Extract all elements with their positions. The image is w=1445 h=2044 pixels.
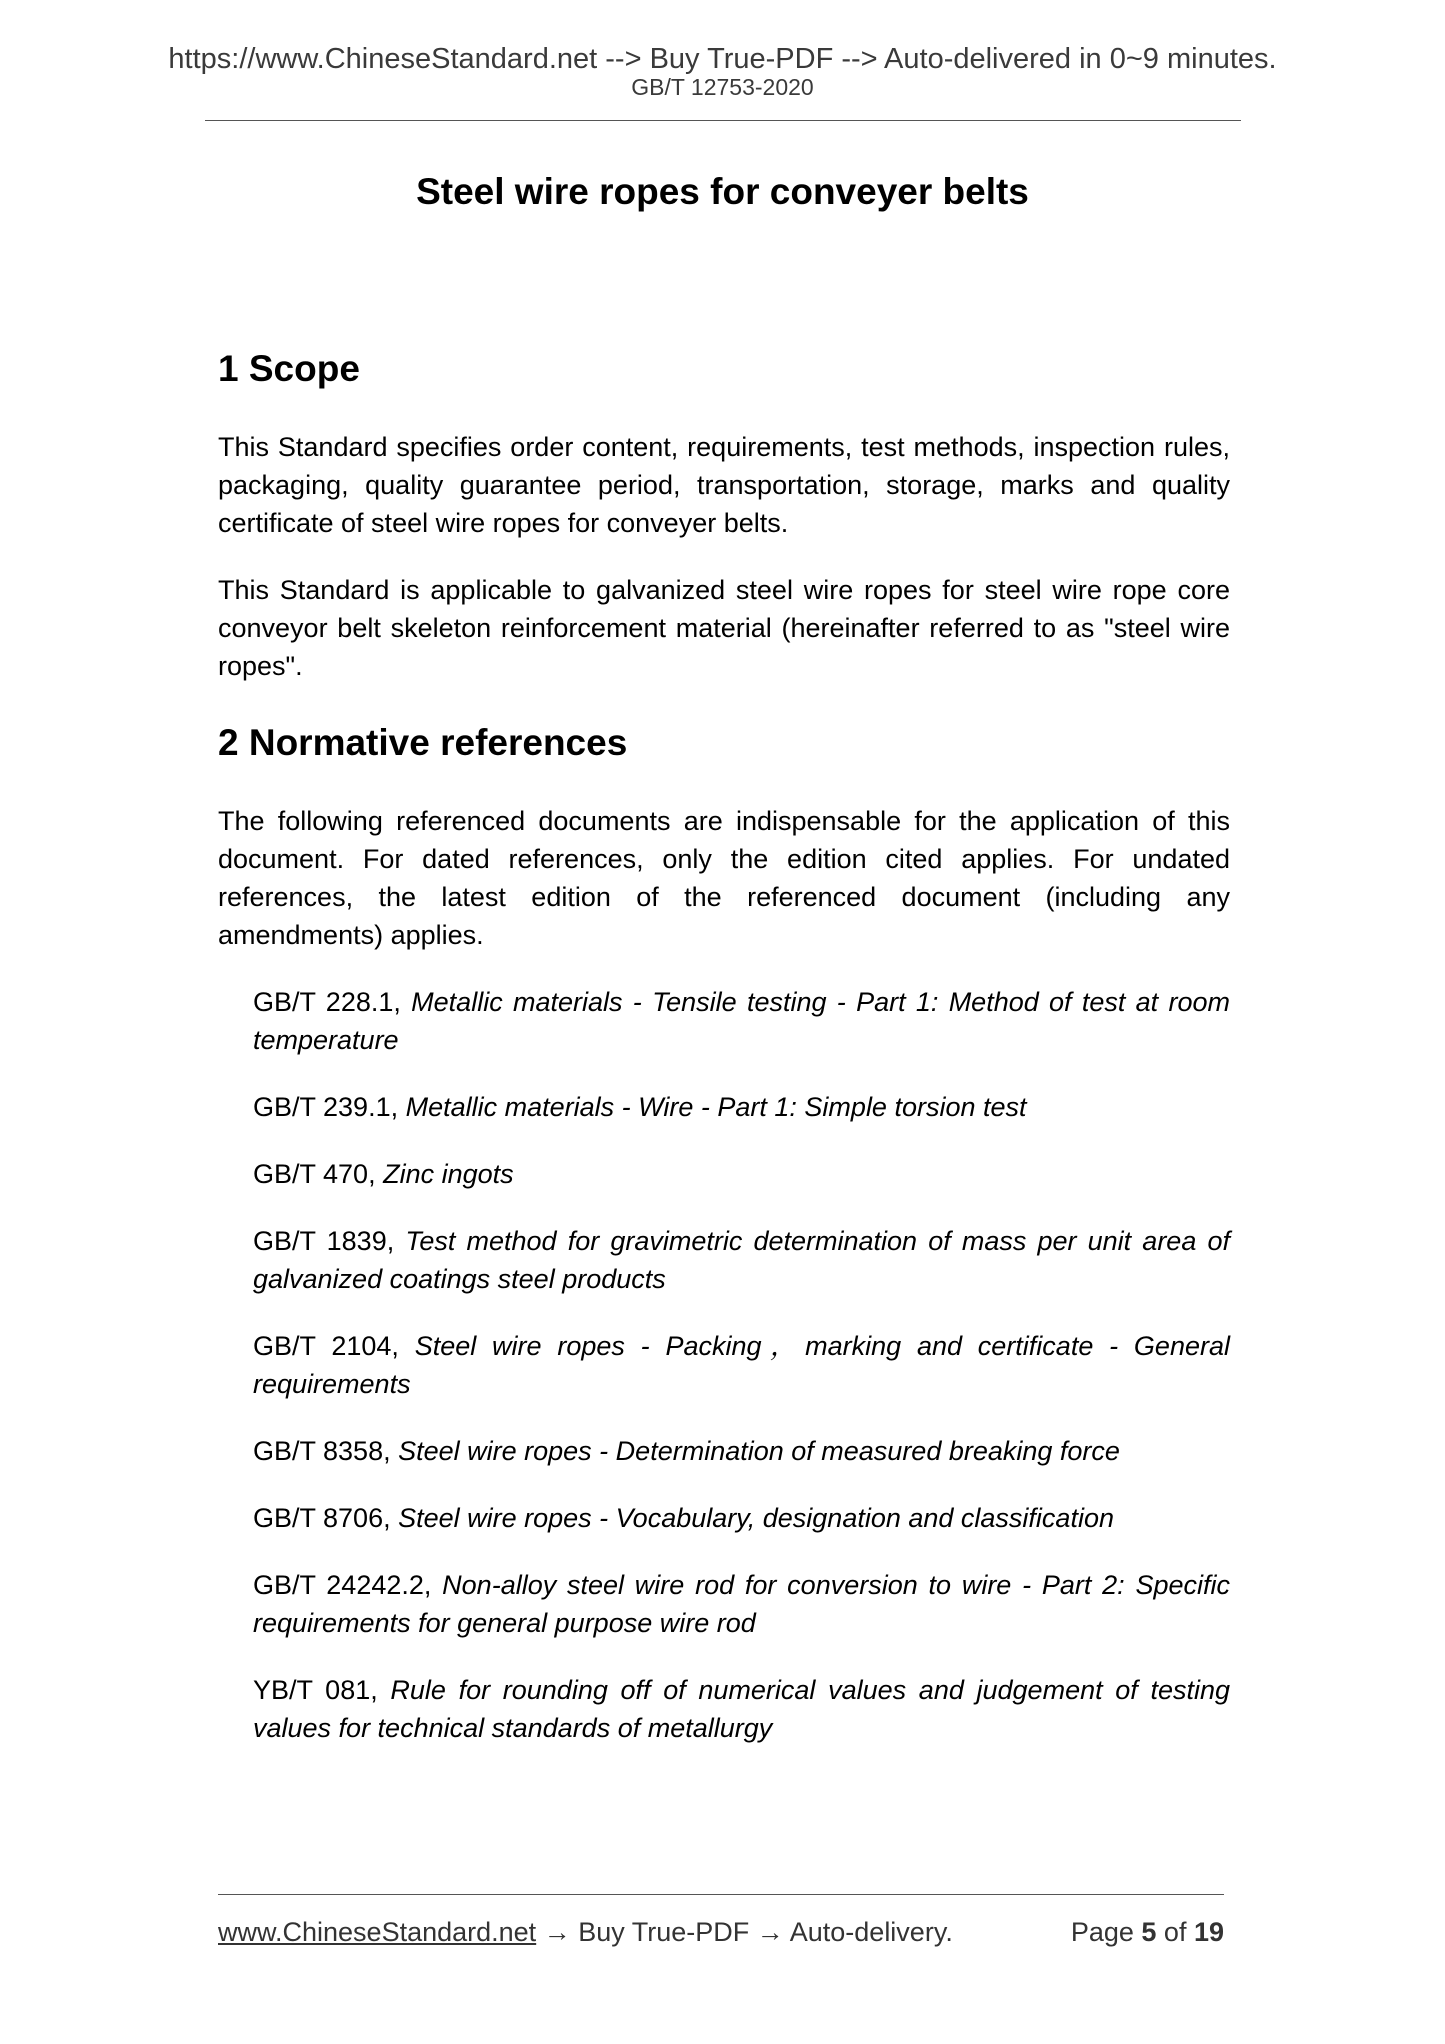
reference-code: YB/T 081,	[253, 1675, 391, 1705]
header-url-line: https://www.ChineseStandard.net --> Buy True-PDF --> Auto-delivered in 0~9 minutes.	[168, 43, 1277, 75]
reference-code: GB/T 2104,	[253, 1331, 415, 1361]
reference-item	[218, 983, 1230, 1059]
scope-paragraph: This Standard specifies order content, requirements, test methods, inspection rules, packaging, quality guarantee period, transportation, storage, marks and quality certificate of steel wire ropes for conveyer belts.	[218, 432, 1230, 538]
scope-paragraph: This Standard is applicable to galvanized steel wire ropes for steel wire rope core conveyor belt skeleton reinforcement material (hereinafter referred to as "steel wire ropes".	[218, 575, 1230, 681]
document-title: Steel wire ropes for conveyer belts	[416, 171, 1029, 212]
page-number	[1071, 1915, 1224, 1949]
reference-item	[218, 1327, 1230, 1403]
reference-title: Steel wire ropes - Vocabulary, designation and classification	[398, 1503, 1114, 1533]
reference-code: GB/T 1839,	[253, 1226, 406, 1256]
page-total: 19	[1193, 1917, 1224, 1947]
reference-title: Metallic materials - Tensile testing - Part 1: Method of test at room temperature	[253, 987, 1230, 1055]
page-content	[218, 346, 1230, 1776]
page-label: Page	[1070, 1917, 1142, 1947]
header-divider	[205, 120, 1241, 121]
reference-code: GB/T 8358,	[253, 1436, 399, 1466]
reference-item	[218, 1671, 1230, 1747]
page-of-label: of	[1156, 1917, 1194, 1947]
section-heading-normative-references: 2 Normative references	[218, 722, 628, 763]
footer-tagline: → Buy True-PDF → Auto-delivery.	[536, 1917, 953, 1947]
reference-item	[218, 1432, 1230, 1470]
reference-item	[218, 1088, 1230, 1126]
reference-title: Rule for rounding off of numerical values and judgement of testing values for technical standards of metallurgy	[253, 1675, 1230, 1743]
reference-item	[218, 1566, 1230, 1642]
footer-divider	[218, 1894, 1224, 1895]
reference-title: Metallic materials - Wire - Part 1: Simple torsion test	[405, 1092, 1027, 1122]
reference-code: GB/T 228.1,	[253, 987, 412, 1017]
reference-title: Zinc ingots	[383, 1159, 514, 1189]
reference-item	[218, 1499, 1230, 1537]
page-footer	[218, 1915, 1224, 1949]
reference-title: Test method for gravimetric determination of mass per unit area of galvanized coatings steel products	[253, 1226, 1230, 1294]
reference-title: Non-alloy steel wire rod for conversion to wire - Part 2: Specific requirements for general purpose wire rod	[253, 1570, 1230, 1638]
section-heading-scope: 1 Scope	[218, 348, 360, 389]
page-current: 5	[1141, 1917, 1157, 1947]
reference-code: GB/T 239.1,	[253, 1092, 406, 1122]
reference-code: GB/T 24242.2,	[253, 1570, 443, 1600]
reference-code: GB/T 8706,	[253, 1503, 399, 1533]
reference-code: GB/T 470,	[253, 1159, 384, 1189]
reference-title: Steel wire ropes - Determination of measured breaking force	[398, 1436, 1120, 1466]
reference-item	[218, 1155, 1230, 1193]
normative-intro-paragraph: The following referenced documents are indispensable for the application of this document. For dated references, only the edition cited applies. For undated references, the latest edition of the referenced document (including any amendments) applies.	[218, 806, 1230, 950]
reference-list	[218, 983, 1230, 1747]
reference-title: Steel wire ropes - Packing，marking and certificate - General requirements	[253, 1331, 1230, 1399]
standard-code: GB/T 12753-2020	[631, 74, 814, 100]
footer-site-link[interactable]: www.ChineseStandard.net	[218, 1917, 537, 1947]
reference-item	[218, 1222, 1230, 1298]
